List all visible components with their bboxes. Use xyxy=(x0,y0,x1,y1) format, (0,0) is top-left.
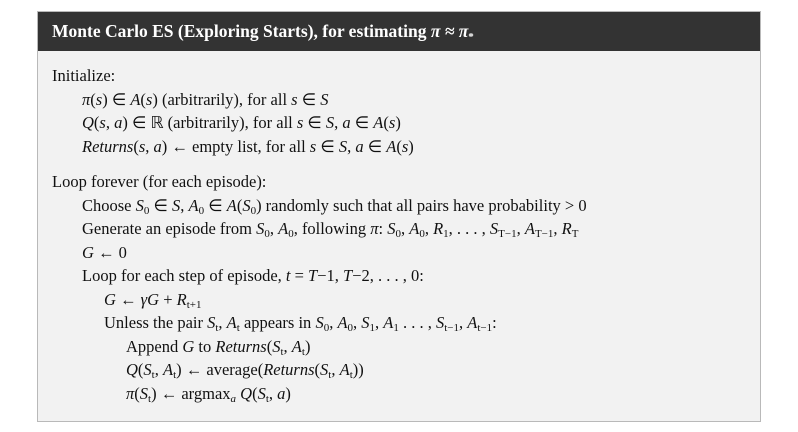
initialize-heading: Initialize: xyxy=(52,66,116,86)
algorithm-title xyxy=(38,12,760,51)
algorithm-title-math: $\pi \approx \pi_*$ xyxy=(430,21,474,43)
initialize-line-2: Q(s, a) ∈ ℝ (arbitrarily), for all s ∈ S, a ∈ A(s) xyxy=(82,113,401,133)
loop-line-6: Unless the pair $S_t$, $A_t$ appears in $S_0$, $A_0$, $S_1$, $A_1$ . . . , $S_{t-1}$, $A_{t-1}$: xyxy=(104,313,497,335)
initialize-line-3: Returns(s, a) ← empty list, for all s ∈ S, a ∈ A(s) xyxy=(82,136,414,156)
loop-line-7: Append G to $Returns(S_t$, $A_t$) xyxy=(126,336,311,358)
spacer xyxy=(52,158,746,170)
loop-line-2: Generate an episode from $S_0$, $A_0$, following π: $S_0$, $A_0$, $R_1$, . . . , $S_{T-1}$, $A_{T-1}$, $R_T$ xyxy=(82,219,579,241)
loop-line-4: Loop for each step of episode, t = T−1, T−2, . . . , 0: xyxy=(82,266,424,286)
loop-line-3: G ← 0 xyxy=(82,242,127,262)
initialize-line-1: π(s) ∈ A(s) (arbitrarily), for all s ∈ S xyxy=(82,89,329,109)
algorithm-title-subscript: * xyxy=(468,31,474,43)
algorithm-body xyxy=(38,51,760,421)
algorithm-title-text: Monte Carlo ES (Exploring Starts), for estimating xyxy=(52,21,431,41)
loop-line-1: Choose $S_0$ ∈ S, $A_0$ ∈ $A(S_0)$ randomly such that all pairs have probability > 0 xyxy=(82,195,587,217)
loop-line-9: $\pi(S_t)$ ← argmax$_a$ $Q(S_t$, a) xyxy=(126,383,291,405)
loop-line-5: G ← $\gamma G + R_{t+1}$ xyxy=(104,289,202,311)
algorithm-box xyxy=(37,11,761,422)
loop-line-8: $Q(S_t$, $A_t$) ← $average(Returns(S_t$, $A_t$)) xyxy=(126,360,364,382)
loop-forever-heading: Loop forever (for each episode): xyxy=(52,172,267,192)
